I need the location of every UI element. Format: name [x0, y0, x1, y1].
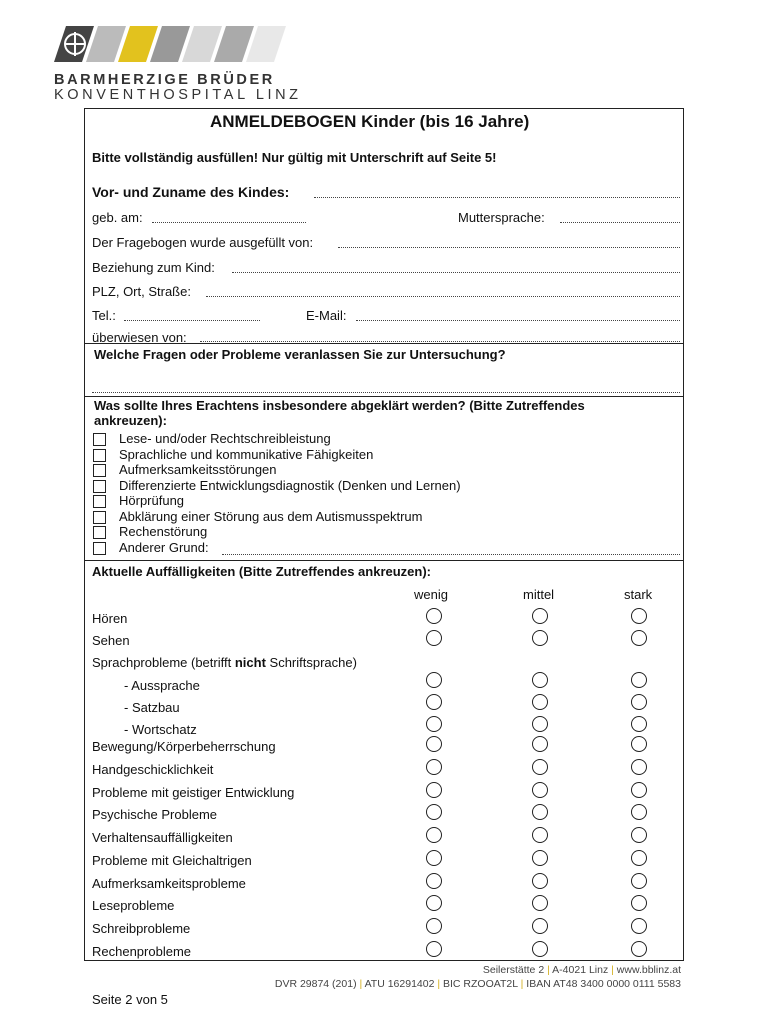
rating-radio-high[interactable] [631, 608, 647, 624]
rating-radio-low[interactable] [426, 736, 442, 752]
checkbox-label: Rechenstörung [119, 524, 208, 539]
rating-row-label: Aufmerksamkeitsprobleme [92, 876, 246, 891]
checkbox[interactable] [93, 433, 106, 446]
address-label: PLZ, Ort, Straße: [92, 284, 191, 299]
rating-radio-low[interactable] [426, 895, 442, 911]
rating-radio-mid[interactable] [532, 918, 548, 934]
rating-row-label: - Wortschatz [124, 722, 197, 737]
rating-radio-high[interactable] [631, 873, 647, 889]
rating-radio-low[interactable] [426, 827, 442, 843]
child-name-label: Vor- und Zuname des Kindes: [92, 184, 290, 200]
checkbox[interactable] [93, 495, 106, 508]
relationship-label: Beziehung zum Kind: [92, 260, 215, 275]
rating-radio-low[interactable] [426, 630, 442, 646]
rating-radio-low[interactable] [426, 918, 442, 934]
rating-radio-low[interactable] [426, 672, 442, 688]
other-reason-field[interactable] [222, 554, 680, 555]
phone-field[interactable] [124, 320, 260, 321]
email-label: E-Mail: [306, 308, 347, 323]
divider [84, 396, 684, 397]
rating-radio-high[interactable] [631, 782, 647, 798]
checkbox[interactable] [93, 542, 106, 555]
rating-row-label: Hören [92, 611, 128, 626]
phone-label: Tel.: [92, 308, 116, 323]
rating-radio-mid[interactable] [532, 716, 548, 732]
rating-radio-mid[interactable] [532, 608, 548, 624]
email-field[interactable] [356, 320, 680, 321]
rating-row-label: Rechenprobleme [92, 944, 192, 959]
rating-radio-mid[interactable] [532, 804, 548, 820]
rating-radio-mid[interactable] [532, 672, 548, 688]
checkbox[interactable] [93, 511, 106, 524]
checkbox-label: Anderer Grund: [119, 539, 209, 555]
rating-radio-mid[interactable] [532, 827, 548, 843]
question-1-answer-field[interactable] [92, 392, 680, 393]
scale-high-label: stark [624, 587, 653, 602]
checkbox-label: Differenzierte Entwicklungsdiagnostik (Denken und Lernen) [119, 477, 461, 493]
mother-tongue-label: Muttersprache: [458, 210, 545, 225]
address-field[interactable] [206, 296, 680, 297]
rating-radio-low[interactable] [426, 873, 442, 889]
rating-row-label: Probleme mit Gleichaltrigen [92, 853, 252, 868]
rating-radio-low[interactable] [426, 804, 442, 820]
rating-row-label: Bewegung/Körperbeherrschung [92, 739, 276, 754]
rating-row-label: Leseprobleme [92, 898, 175, 913]
question-2-line2: ankreuzen): [94, 413, 167, 428]
speech-problems-heading: Sprachprobleme (betrifft nicht Schriftsprache) [92, 655, 357, 670]
rating-row-label: Psychische Probleme [92, 807, 217, 822]
rating-radio-low[interactable] [426, 782, 442, 798]
rating-radio-high[interactable] [631, 804, 647, 820]
hospital-emblem-logo [54, 24, 286, 64]
question-2-line1: Was sollte Ihres Erachtens insbesondere abgeklärt werden? (Bitte Zutreffendes [94, 398, 585, 413]
rating-row-label: Sehen [92, 633, 130, 648]
rating-radio-high[interactable] [631, 895, 647, 911]
question-1: Welche Fragen oder Probleme veranlassen Sie zur Untersuchung? [94, 347, 506, 362]
checkbox-label: Hörprüfung [119, 493, 185, 508]
form-title: ANMELDEBOGEN Kinder (bis 16 Jahre) [210, 112, 530, 131]
rating-radio-mid[interactable] [532, 782, 548, 798]
rating-row-label: Verhaltensauffälligkeiten [92, 830, 233, 845]
scale-low-label: wenig [414, 587, 448, 602]
scale-mid-label: mittel [523, 587, 555, 602]
rating-radio-low[interactable] [426, 759, 442, 775]
rating-radio-high[interactable] [631, 736, 647, 752]
rating-radio-high[interactable] [631, 759, 647, 775]
rating-row-label: - Satzbau [124, 700, 180, 715]
relationship-field[interactable] [232, 272, 680, 273]
checkbox-label: Sprachliche und kommunikative Fähigkeiten [119, 446, 374, 462]
org-name-line2: KONVENTHOSPITAL LINZ [54, 87, 302, 103]
rating-radio-mid[interactable] [532, 941, 548, 957]
mother-tongue-field[interactable] [560, 222, 680, 223]
checkbox-label: Lese- und/oder Rechtschreibleistung [119, 431, 331, 446]
referred-by-label: überwiesen von: [92, 330, 187, 345]
rating-radio-mid[interactable] [532, 694, 548, 710]
rating-radio-low[interactable] [426, 716, 442, 732]
rating-radio-low[interactable] [426, 694, 442, 710]
rating-radio-mid[interactable] [532, 630, 548, 646]
rating-radio-high[interactable] [631, 827, 647, 843]
section-3-title: Aktuelle Auffälligkeiten (Bitte Zutreffendes ankreuzen): [92, 564, 432, 579]
birth-date-label: geb. am: [92, 210, 143, 225]
rating-radio-low[interactable] [426, 941, 442, 957]
checkbox-label: Aufmerksamkeitsstörungen [119, 462, 277, 477]
divider [84, 560, 684, 561]
filled-by-field[interactable] [338, 247, 680, 248]
page-number: Seite 2 von 5 [92, 992, 168, 1007]
rating-row-label: - Aussprache [124, 678, 200, 693]
child-name-field[interactable] [314, 197, 680, 198]
checkbox[interactable] [93, 526, 106, 539]
rating-radio-high[interactable] [631, 672, 647, 688]
rating-radio-mid[interactable] [532, 873, 548, 889]
rating-radio-high[interactable] [631, 918, 647, 934]
rating-radio-high[interactable] [631, 630, 647, 646]
rating-radio-mid[interactable] [532, 759, 548, 775]
rating-radio-low[interactable] [426, 608, 442, 624]
rating-radio-mid[interactable] [532, 895, 548, 911]
birth-date-field[interactable] [152, 222, 306, 223]
checkbox[interactable] [93, 449, 106, 462]
rating-radio-high[interactable] [631, 716, 647, 732]
rating-row-label: Schreibprobleme [92, 921, 191, 936]
rating-row-label: Probleme mit geistiger Entwicklung [92, 785, 295, 800]
rating-radio-high[interactable] [631, 694, 647, 710]
rating-radio-high[interactable] [631, 941, 647, 957]
rating-radio-high[interactable] [631, 850, 647, 866]
checkbox[interactable] [93, 464, 106, 477]
footer-address: Seilerstätte 2 | A-4021 Linz | www.bblinz.at [482, 964, 681, 976]
checkbox[interactable] [93, 480, 106, 493]
checkbox-label: Abklärung einer Störung aus dem Autismusspektrum [119, 508, 423, 524]
filled-by-label: Der Fragebogen wurde ausgefüllt von: [92, 235, 314, 250]
rating-radio-mid[interactable] [532, 850, 548, 866]
footer-registration: DVR 29874 (201) | ATU 16291402 | BIC RZOOAT2L | IBAN AT48 3400 0000 0111 5583 [274, 978, 681, 990]
rating-row-label: Handgeschicklichkeit [92, 762, 214, 777]
referred-by-field[interactable] [200, 341, 680, 342]
rating-radio-mid[interactable] [532, 736, 548, 752]
rating-radio-low[interactable] [426, 850, 442, 866]
form-instruction: Bitte vollständig ausfüllen! Nur gültig mit Unterschrift auf Seite 5! [92, 150, 497, 165]
org-name-line1: BARMHERZIGE BRÜDER [54, 72, 275, 88]
